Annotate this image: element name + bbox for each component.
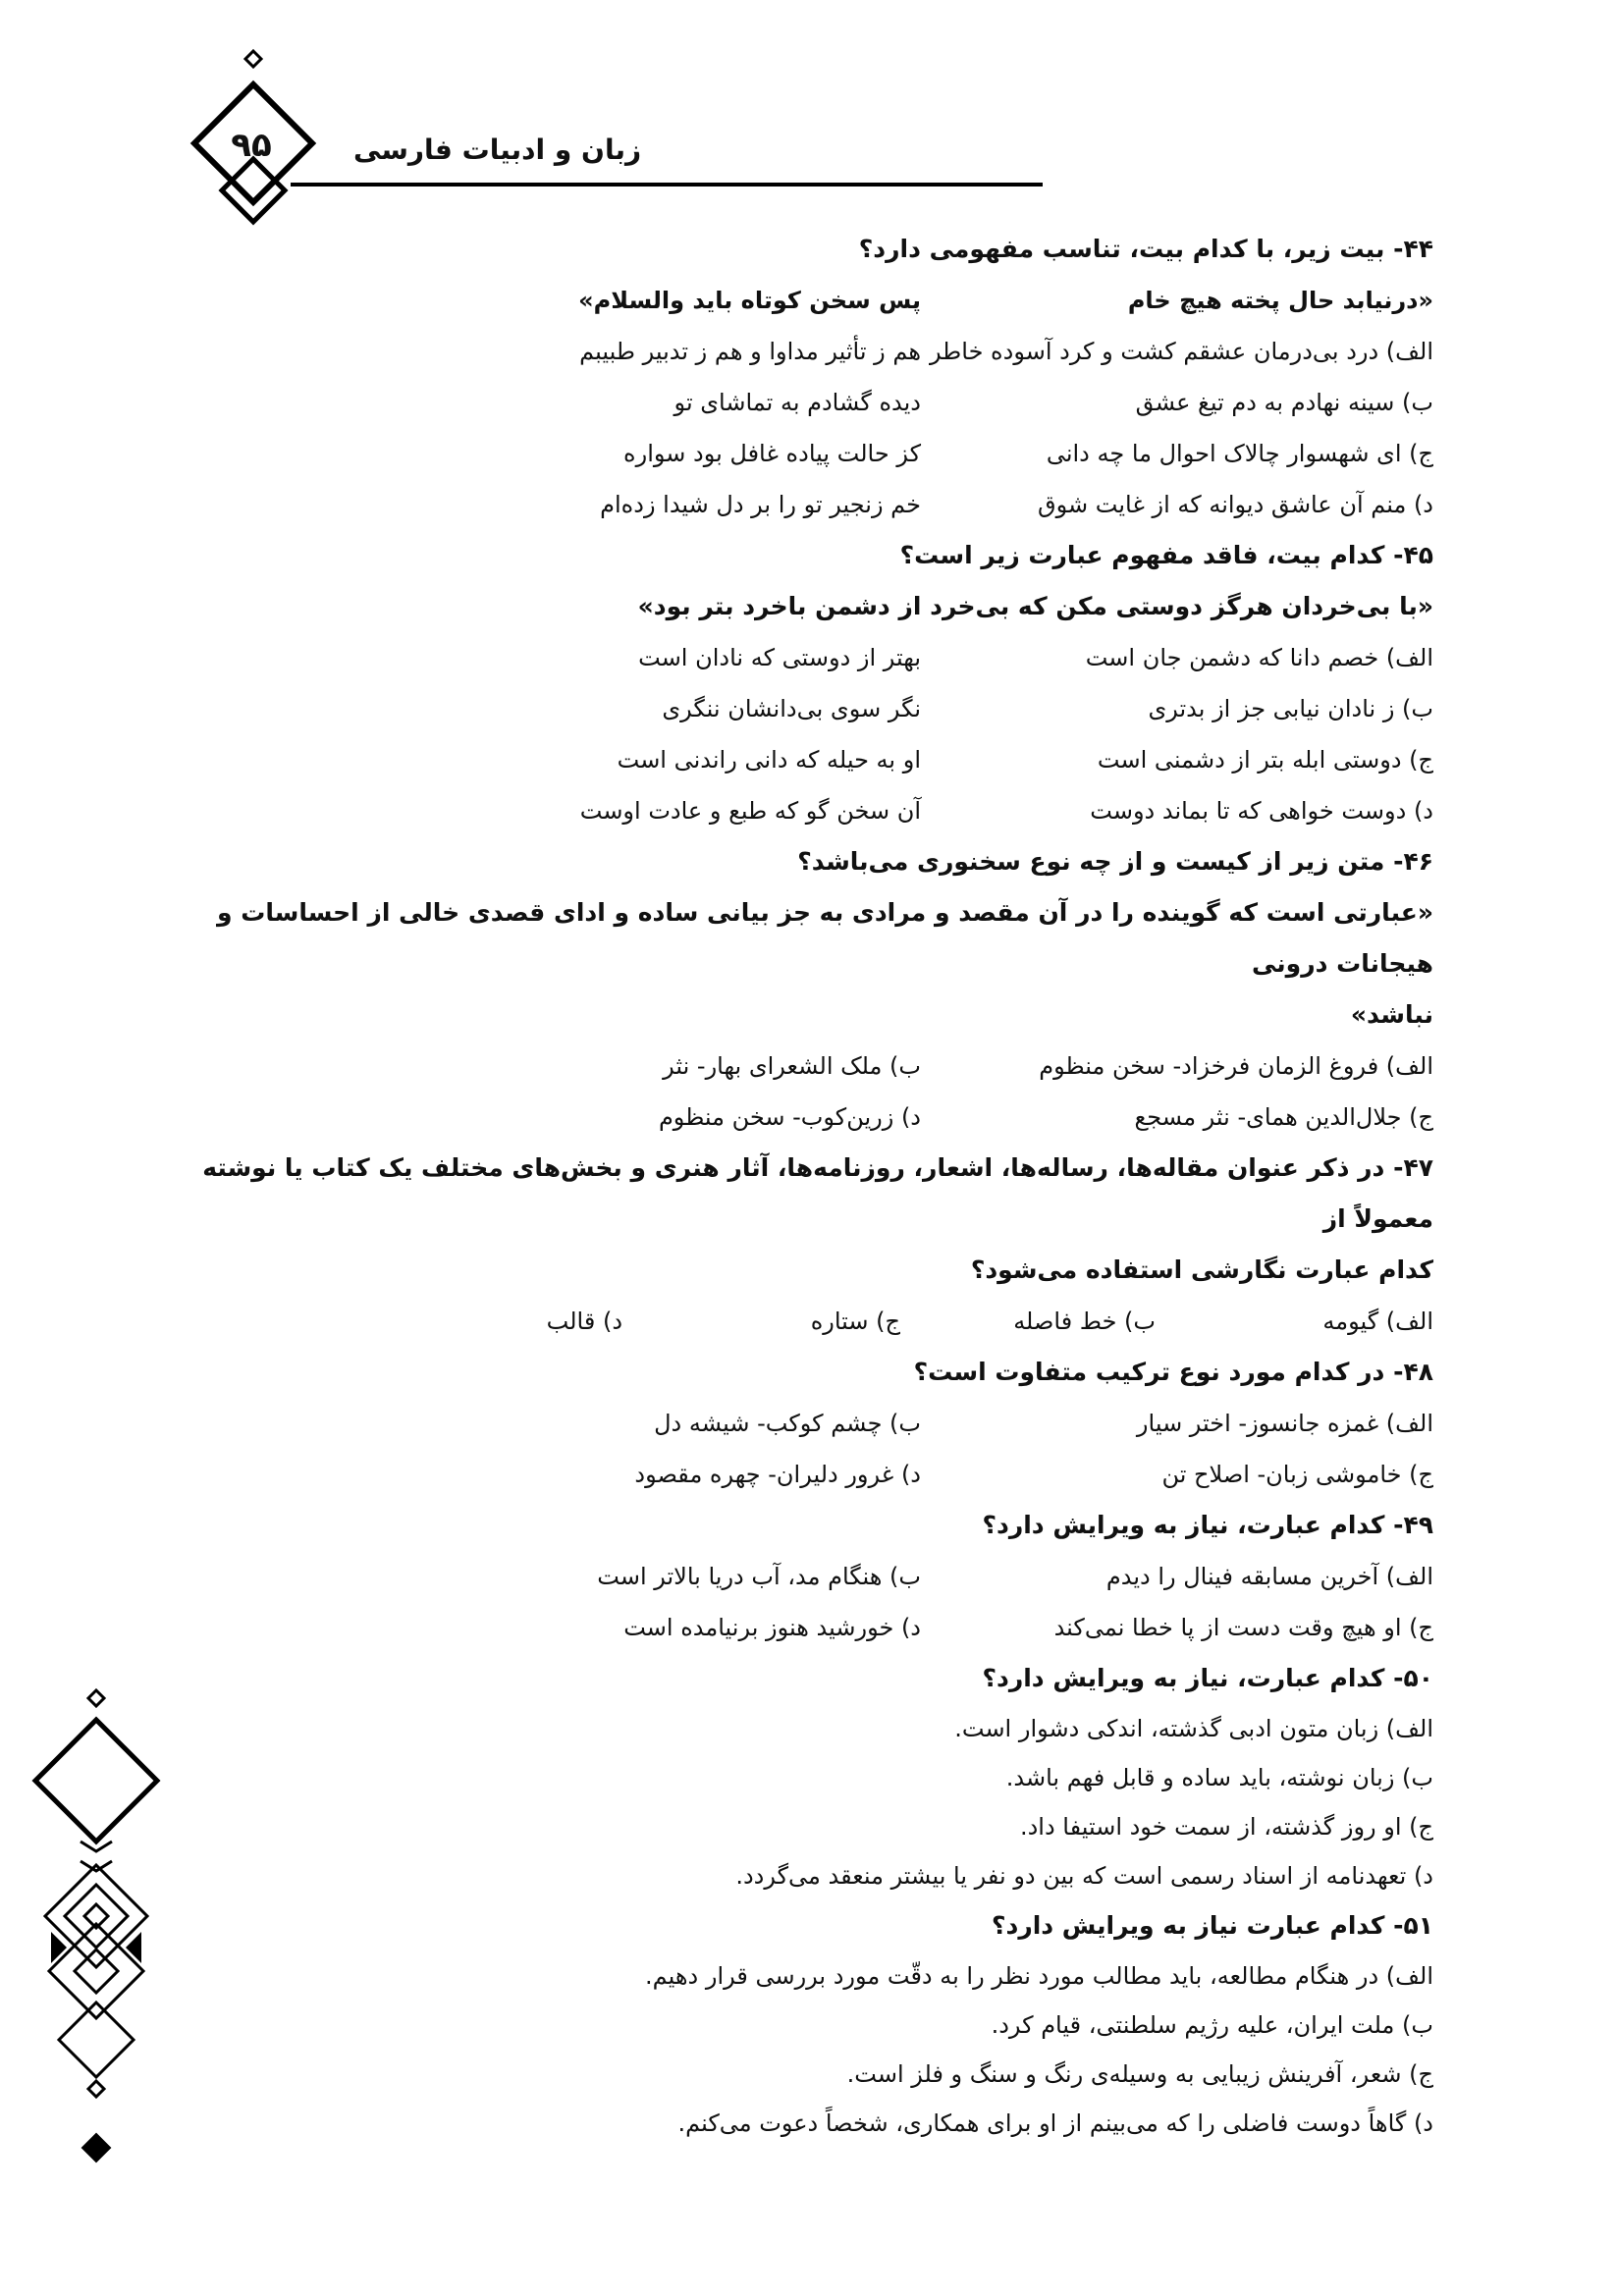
- option-text: ب) ملت ایران، علیه رژیم سلطنتی، قیام کرد.: [991, 2011, 1433, 2039]
- page-content: [177, 224, 1433, 2148]
- option-text: الف) خصم دانا که دشمن جان است: [1085, 644, 1433, 671]
- question-47-line-1: ۴۷- در ذکر عنوان مقاله‌ها، رساله‌ها، اشعار، روزنامه‌ها، آثار هنری و بخش‌های مختلف یک کتاب یا نوشته معمولاً از: [202, 1153, 1433, 1233]
- option-text: الف) گیومه: [1322, 1308, 1433, 1335]
- option-text: د) قالب: [546, 1308, 622, 1335]
- option-row: [177, 326, 1433, 377]
- option-text: او به حیله که دانی راندنی است: [617, 746, 921, 774]
- side-ornament-icon: [35, 1690, 157, 2162]
- option-text: هم ز تأثیر مداوا و هم ز تدبیر طبیبم: [579, 338, 921, 365]
- option-text: کز حالت پیاده غافل بود سواره: [623, 440, 921, 467]
- option-text: ب) هنگام مد، آب دریا بالاتر است: [597, 1563, 921, 1590]
- option-text: الف) زبان متون ادبی گذشته، اندکی دشوار است.: [954, 1715, 1433, 1742]
- question-45: ۴۵- کدام بیت، فاقد مفهوم عبارت زیر است؟: [899, 541, 1433, 569]
- option-text: ج) دوستی ابله بتر از دشمنی است: [1097, 746, 1433, 774]
- question-50: ۵۰- کدام عبارت، نیاز به ویرایش دارد؟: [982, 1664, 1433, 1692]
- option-row: [177, 734, 1433, 785]
- book-title: زبان و ادبیات فارسی: [353, 133, 642, 166]
- option-row: [177, 1041, 1433, 1092]
- option-text: ب) زبان نوشته، باید ساده و قابل فهم باشد.: [1005, 1764, 1433, 1791]
- option-text: ب) سینه نهادم به دم تیغ عشق: [1135, 389, 1433, 416]
- option-text: د) گاهاً دوست فاضلی را که می‌بینم از او برای همکاری، شخصاً دعوت می‌کنم.: [677, 2109, 1433, 2137]
- option-text: ج) خاموشی زبان- اصلاح تن: [1161, 1461, 1433, 1488]
- option-row: [177, 1296, 1433, 1347]
- option-row: [177, 632, 1433, 683]
- question-47-line-2: کدام عبارت نگارشی استفاده می‌شود؟: [970, 1255, 1433, 1284]
- question-49: ۴۹- کدام عبارت، نیاز به ویرایش دارد؟: [982, 1511, 1433, 1539]
- option-text: الف) در هنگام مطالعه، باید مطالب مورد نظر را به دقّت مورد بررسی قرار دهیم.: [645, 1962, 1433, 1990]
- option-text: د) خورشید هنوز برنیامده است: [623, 1614, 921, 1641]
- option-text: بهتر از دوستی که نادان است: [638, 644, 921, 671]
- question-46-quote-line-2: نباشد»: [1350, 1000, 1433, 1029]
- question-46-quote-line-1: «عبارتی است که گوینده را در آن مقصد و مرادی به جز بیانی ساده و ادای قصدی خالی از احساسات و هیجانات درونی: [216, 898, 1433, 978]
- option-text: د) غرور دلیران- چهره مقصود: [634, 1461, 921, 1488]
- option-text: ب) ملک الشعرای بهار- نثر: [663, 1052, 921, 1080]
- option-text: ب) ز نادان نیابی جز از بدتری: [1148, 695, 1433, 722]
- quote-hemistich-2: پس سخن کوتاه باید والسلام»: [578, 287, 921, 314]
- option-row: [177, 428, 1433, 479]
- option-text: الف) فروغ الزمان فرخزاد- سخن منظوم: [1039, 1052, 1433, 1080]
- option-text: ب) چشم کوکب- شیشه دل: [654, 1410, 921, 1437]
- option-text: ج) ستاره: [810, 1308, 900, 1335]
- option-text: الف) درد بی‌درمان عشقم کشت و کرد آسوده خاطر: [929, 338, 1433, 365]
- option-text: د) تعهدنامه از اسناد رسمی است که بین دو نفر یا بیشتر منعقد می‌گردد.: [735, 1862, 1433, 1890]
- question-46: ۴۶- متن زیر از کیست و از چه نوع سخنوری می‌باشد؟: [797, 847, 1433, 876]
- option-row: [177, 479, 1433, 530]
- option-text: د) منم آن عاشق دیوانه که از غایت شوق: [1038, 491, 1433, 518]
- quote-hemistich-1: «درنیابد حال پخته هیچ خام: [1127, 287, 1433, 314]
- option-text: الف) آخرین مسابقه فینال را دیدم: [1105, 1563, 1433, 1590]
- option-text: نگر سوی بی‌دانشان ننگری: [662, 695, 921, 722]
- question-51: ۵۱- کدام عبارت نیاز به ویرایش دارد؟: [991, 1911, 1433, 1940]
- option-text: ب) خط فاصله: [1013, 1308, 1156, 1335]
- option-text: د) دوست خواهی که تا بماند دوست: [1090, 797, 1433, 825]
- option-row: [177, 1602, 1433, 1653]
- option-text: آن سخن گو که طبع و عادت اوست: [579, 797, 921, 825]
- question-48: ۴۸- در کدام مورد نوع ترکیب متفاوت است؟: [913, 1358, 1433, 1386]
- question-44: ۴۴- بیت زیر، با کدام بیت، تناسب مفهومی دارد؟: [858, 235, 1433, 263]
- option-row: [177, 377, 1433, 428]
- option-text: دیده گشادم به تماشای تو: [673, 389, 921, 416]
- option-row: [177, 1398, 1433, 1449]
- question-45-quote: «با بی‌خردان هرگز دوستی مکن که بی‌خرد از دشمن باخرد بتر بود»: [637, 592, 1433, 620]
- option-text: د) زرین‌کوب- سخن منظوم: [658, 1103, 921, 1131]
- option-text: ج) شعر، آفرینش زیبایی به وسیله‌ی رنگ و سنگ و فلز است.: [846, 2060, 1433, 2088]
- question-44-quote: [177, 275, 1433, 326]
- option-row: [177, 785, 1433, 836]
- option-text: ج) او روز گذشته، از سمت خود استیفا داد.: [1019, 1813, 1433, 1841]
- option-row: [177, 1092, 1433, 1143]
- option-text: ج) جلال‌الدین همای- نثر مسجع: [1134, 1103, 1433, 1131]
- option-text: ج) او هیچ وقت دست از پا خطا نمی‌کند: [1053, 1614, 1433, 1641]
- option-row: [177, 683, 1433, 734]
- option-text: الف) غمزه جانسوز- اختر سیار: [1136, 1410, 1433, 1437]
- option-text: خم زنجیر تو را بر دل شیدا زده‌ام: [600, 491, 921, 518]
- option-row: [177, 1449, 1433, 1500]
- option-text: ج) ای شهسوار چالاک احوال ما چه دانی: [1046, 440, 1433, 467]
- page-number: ۹۵: [231, 126, 272, 165]
- option-row: [177, 1551, 1433, 1602]
